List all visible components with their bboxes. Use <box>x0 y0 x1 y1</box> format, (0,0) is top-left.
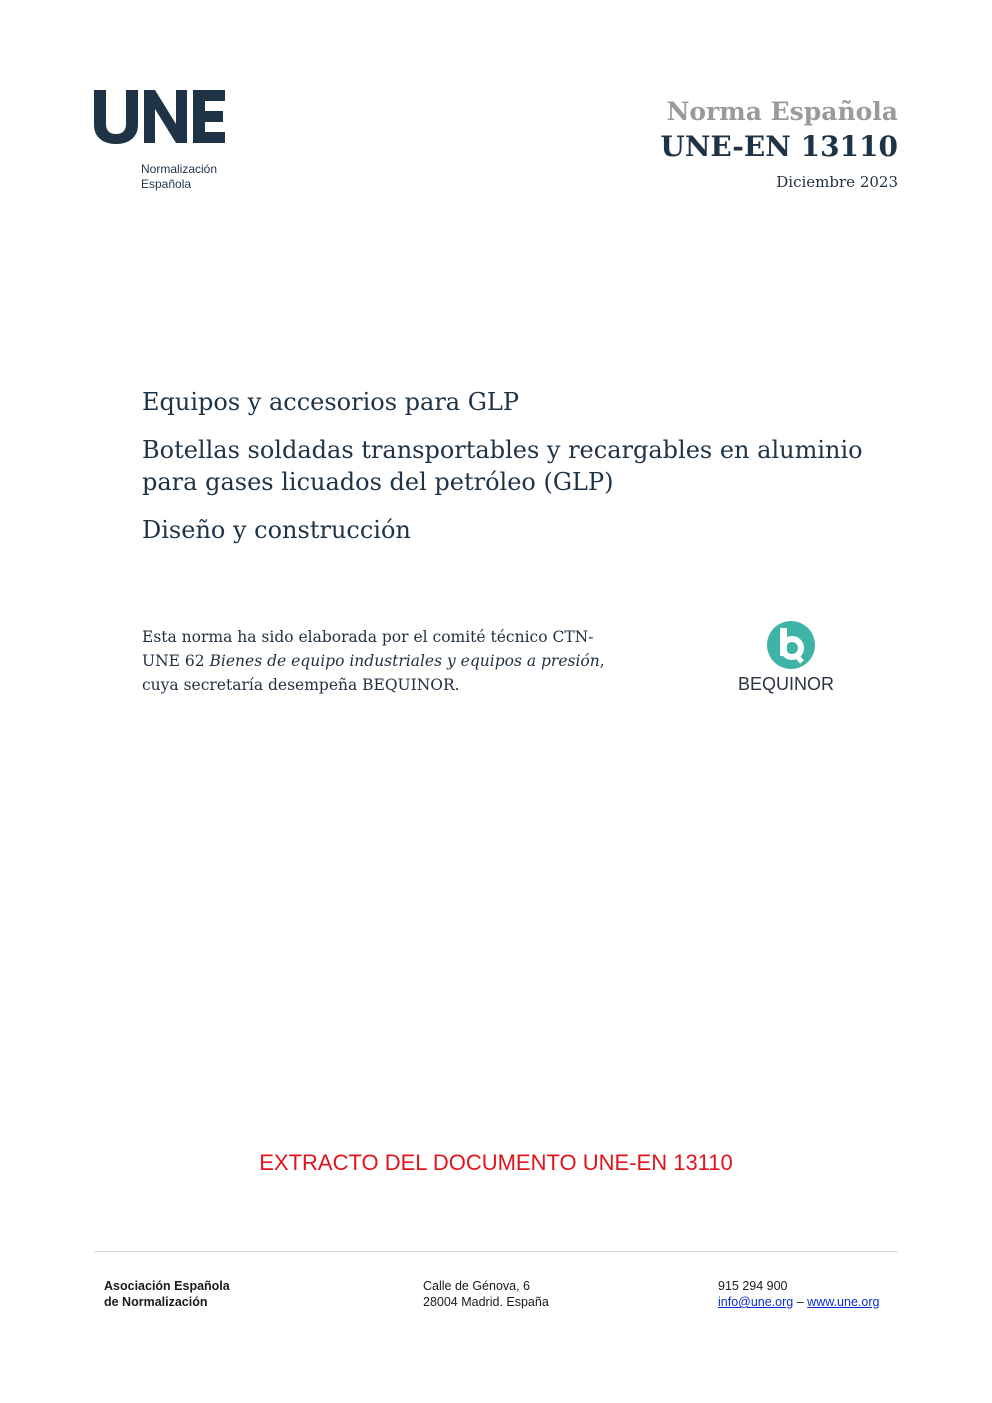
bequinor-logo <box>738 620 848 700</box>
footer-address-line: 28004 Madrid. España <box>423 1295 549 1309</box>
footer-org-line: Asociación Española <box>104 1279 230 1293</box>
title-line: Diseño y construcción <box>142 516 411 544</box>
committee-statement <box>142 625 612 697</box>
document-titles <box>142 386 922 562</box>
footer-divider <box>94 1251 898 1252</box>
website-link[interactable]: www.une.org <box>807 1295 880 1309</box>
logo-subtitle-line: Española <box>141 177 192 191</box>
standard-kind: Norma Española <box>666 97 898 126</box>
standard-code: UNE-EN 13110 <box>660 130 898 163</box>
footer-address <box>423 1278 549 1310</box>
footer-organization <box>104 1278 230 1310</box>
title-line: Equipos y accesorios para GLP <box>142 388 520 416</box>
extract-notice: EXTRACTO DEL DOCUMENTO UNE-EN 13110 <box>259 1150 733 1175</box>
committee-outro: , cuya secretaría desempeña BEQUINOR. <box>142 652 605 694</box>
une-logo <box>92 88 242 198</box>
title-line: Botellas soldadas transportables y recargables en aluminio para gases licuados del petróleo (GLP) <box>142 436 863 496</box>
committee-intro: Esta norma ha sido elaborada por el comité técnico CTN-UNE 62 <box>142 628 594 670</box>
publication-date: Diciembre 2023 <box>776 173 898 191</box>
link-separator: – <box>796 1295 804 1309</box>
une-logo-subtitle <box>141 162 217 192</box>
email-link[interactable]: info@une.org <box>718 1295 794 1309</box>
standard-header <box>498 96 898 191</box>
footer-phone: 915 294 900 <box>718 1279 788 1293</box>
footer-contact <box>718 1278 879 1310</box>
footer-org-line: de Normalización <box>104 1295 208 1309</box>
committee-name: Bienes de equipo industriales y equipos a presión <box>209 652 600 670</box>
footer-address-line: Calle de Génova, 6 <box>423 1279 531 1293</box>
bequinor-logo-text: BEQUINOR <box>738 674 835 694</box>
une-logo-mark <box>92 88 226 144</box>
bequinor-logo-mark <box>766 620 816 670</box>
logo-subtitle-line: Normalización <box>141 162 218 176</box>
footer-links <box>718 1294 879 1310</box>
